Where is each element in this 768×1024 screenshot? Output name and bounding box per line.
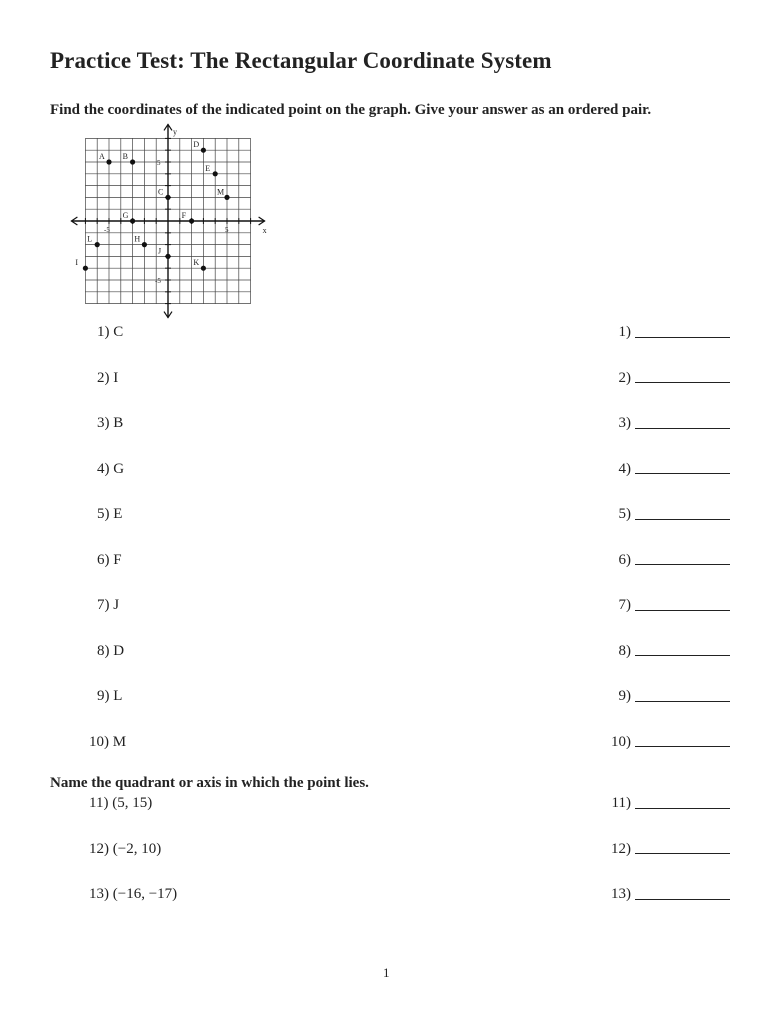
question-point: (−2, 10) xyxy=(112,840,162,857)
answer-field[interactable] xyxy=(560,734,730,751)
page-title: Practice Test: The Rectangular Coordinate System xyxy=(50,48,552,73)
graph-point-label-i: I xyxy=(75,258,79,268)
y-tick-label-pos: 5 xyxy=(157,159,161,167)
answer-number: 1) xyxy=(618,324,631,340)
answer-field[interactable] xyxy=(560,370,730,387)
answer-blank[interactable] xyxy=(635,472,730,474)
question-text xyxy=(97,688,122,705)
graph-point-i xyxy=(83,266,88,271)
answer-field[interactable] xyxy=(560,688,730,705)
answer-number: 3) xyxy=(618,415,631,431)
answer-number: 6) xyxy=(618,551,631,568)
graph-point-l xyxy=(95,242,100,247)
question-text xyxy=(97,506,122,523)
graph-point-label-c: C xyxy=(158,187,164,197)
section1-instruction: Find the coordinates of the indicated point on the graph. Give your answer as an ordered pair. xyxy=(50,102,652,118)
answer-blank[interactable] xyxy=(635,381,730,383)
coordinate-graph xyxy=(0,0,768,330)
graph-point-m xyxy=(224,195,229,200)
answer-field[interactable] xyxy=(560,841,730,858)
answer-blank[interactable] xyxy=(635,563,730,565)
graph-point-f xyxy=(189,218,194,223)
question-point: (−16, −17) xyxy=(112,886,178,902)
answer-field[interactable] xyxy=(560,415,730,432)
question-point: L xyxy=(113,688,123,704)
question-number: 12) xyxy=(89,840,113,857)
graph-point-label-a: A xyxy=(99,152,105,161)
question-number: 9) xyxy=(97,688,114,704)
answer-blank[interactable] xyxy=(635,700,730,702)
question-point: B xyxy=(113,415,124,431)
question-point: E xyxy=(113,506,123,522)
graph-point-c xyxy=(165,195,170,200)
answer-number: 12) xyxy=(611,840,631,857)
question-point: C xyxy=(113,324,124,340)
graph-point-e xyxy=(213,171,218,176)
answer-blank[interactable] xyxy=(635,807,730,809)
answer-number: 13) xyxy=(611,886,631,902)
answer-blank[interactable] xyxy=(635,898,730,900)
question-text xyxy=(97,415,123,432)
graph-point-label-e: E xyxy=(205,163,211,173)
answer-blank[interactable] xyxy=(635,427,730,429)
graph-point-g xyxy=(130,218,135,223)
answer-field[interactable] xyxy=(560,597,730,614)
question-text xyxy=(89,734,126,751)
y-axis-label: y xyxy=(173,127,177,137)
question-text xyxy=(97,552,122,569)
answer-blank[interactable] xyxy=(635,654,730,656)
question-number: 13) xyxy=(89,886,113,902)
answer-blank[interactable] xyxy=(635,852,730,854)
answer-field[interactable] xyxy=(560,461,730,478)
answer-field[interactable] xyxy=(560,886,730,903)
question-point: M xyxy=(112,733,127,750)
answer-number: 2) xyxy=(618,369,631,386)
answer-number: 10) xyxy=(611,733,631,750)
page-number: 1 xyxy=(383,965,390,980)
question-number: 3) xyxy=(97,415,114,431)
graph-point-label-d: D xyxy=(193,140,200,150)
answer-blank[interactable] xyxy=(635,336,730,338)
question-point: J xyxy=(113,597,120,613)
graph-point-label-j: J xyxy=(158,246,162,256)
answer-field[interactable] xyxy=(560,795,730,812)
answer-number: 8) xyxy=(618,642,631,659)
x-tick-label-neg: -5 xyxy=(104,226,110,234)
y-tick-label-neg: -5 xyxy=(155,277,161,285)
question-number: 7) xyxy=(97,597,114,613)
graph-point-label-k: K xyxy=(193,258,200,268)
question-number: 1) xyxy=(97,324,114,340)
question-point: G xyxy=(113,460,125,477)
question-number: 10) xyxy=(89,733,113,750)
question-point: I xyxy=(113,369,119,386)
x-axis-label: x xyxy=(262,226,267,235)
answer-field[interactable] xyxy=(560,552,730,569)
question-point: D xyxy=(113,642,125,659)
question-text xyxy=(89,886,177,903)
graph-points xyxy=(75,140,229,271)
graph-point-label-f: F xyxy=(181,211,187,220)
question-number: 2) xyxy=(97,369,114,386)
x-tick-label-pos: 5 xyxy=(225,226,229,234)
question-text xyxy=(97,370,118,387)
question-number: 4) xyxy=(97,460,114,477)
graph-point-label-l: L xyxy=(87,234,93,244)
answer-number: 7) xyxy=(618,597,631,613)
answer-number: 4) xyxy=(618,460,631,477)
question-text xyxy=(97,597,119,614)
answer-number: 9) xyxy=(618,688,631,704)
graph-point-b xyxy=(130,159,135,164)
question-number: 8) xyxy=(97,642,114,659)
section2-instruction: Name the quadrant or axis in which the point lies. xyxy=(50,775,369,791)
question-number: 6) xyxy=(97,551,114,568)
question-text xyxy=(97,643,124,660)
answer-field[interactable] xyxy=(560,324,730,341)
answer-number: 5) xyxy=(618,506,631,522)
graph-point-label-b: B xyxy=(122,152,128,161)
graph-point-h xyxy=(142,242,147,247)
graph-point-k xyxy=(201,266,206,271)
graph-point-label-m: M xyxy=(217,187,225,197)
graph-point-label-g: G xyxy=(122,211,129,220)
question-text xyxy=(89,795,152,812)
graph-point-d xyxy=(201,148,206,153)
question-text xyxy=(89,841,161,858)
answer-blank[interactable] xyxy=(635,518,730,520)
graph-point-label-h: H xyxy=(134,234,141,244)
question-number: 5) xyxy=(97,506,114,522)
answer-blank[interactable] xyxy=(635,745,730,747)
graph-point-j xyxy=(165,254,170,259)
question-point: (5, 15) xyxy=(112,795,153,811)
question-text xyxy=(97,324,123,341)
question-text xyxy=(97,461,124,478)
answer-blank[interactable] xyxy=(635,609,730,611)
graph-point-a xyxy=(106,159,111,164)
answer-field[interactable] xyxy=(560,506,730,523)
question-number: 11) xyxy=(89,795,113,811)
question-point: F xyxy=(113,551,122,568)
answer-field[interactable] xyxy=(560,643,730,660)
answer-number: 11) xyxy=(611,795,631,811)
